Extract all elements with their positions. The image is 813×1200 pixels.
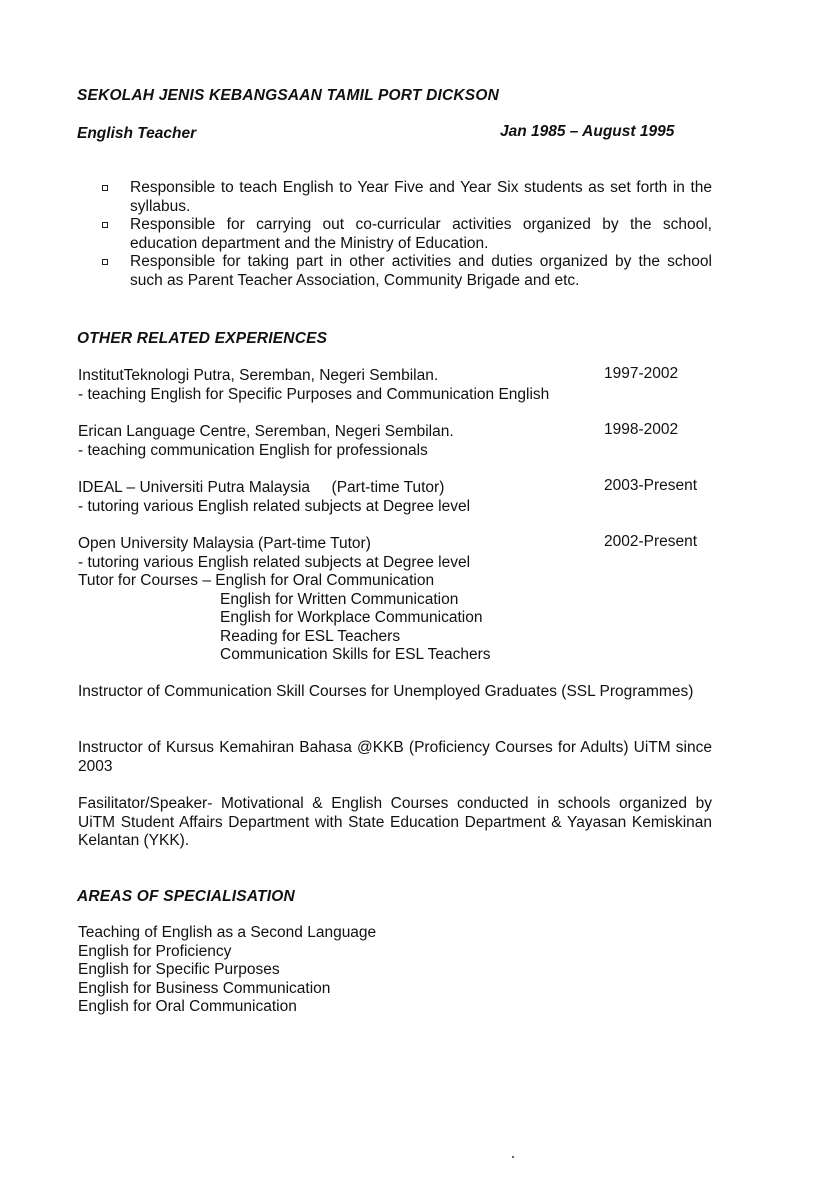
duties-list [100,179,712,290]
experience-org: Open University Malaysia (Part-time Tutor) [78,535,371,552]
experience-entry [78,535,712,665]
experience-paragraph: Instructor of Communication Skill Courses for Unemployed Graduates (SSL Programmes) [78,683,694,700]
job-title: English Teacher [77,125,197,142]
experience-paragraph: Instructor of Kursus Kemahiran Bahasa @KKB (Proficiency Courses for Adults) UiTM since 2003 [78,739,712,775]
experience-entry [78,479,712,516]
experience-entry [78,423,712,460]
experience-detail: - teaching English for Specific Purposes and Communication English [78,385,550,403]
duty-item: Responsible to teach English to Year Five and Year Six students as set forth in the syllabus. [100,179,712,216]
experience-detail: - tutoring various English related subjects at Degree level [78,553,471,571]
course-item: English for Workplace Communication [220,609,483,626]
course-item: Reading for ESL Teachers [220,627,401,645]
specialisation-item: English for Specific Purposes [78,961,280,978]
other-experiences-heading: OTHER RELATED EXPERIENCES [77,330,328,347]
checkbox-bullet-icon [102,259,108,265]
specialisation-list [78,924,376,1017]
checkbox-bullet-icon [102,222,108,228]
experience-years: 2003-Present [604,477,698,494]
experience-org: IDEAL – Universiti Putra Malaysia (Part-time Tutor) [78,479,445,496]
duty-item: Responsible for taking part in other activities and duties organized by the school such as Parent Teacher Association, Community Brigade and etc. [100,253,712,290]
specialisation-item: English for Business Communication [78,979,331,997]
school-heading: SEKOLAH JENIS KEBANGSAAN TAMIL PORT DICKSON [77,87,499,104]
experience-org: Erican Language Centre, Seremban, Negeri Sembilan. [78,423,454,440]
scan-speck [512,1156,514,1158]
experience-years: 1997-2002 [604,365,679,382]
course-item: Communication Skills for ESL Teachers [220,646,491,663]
job-dates: Jan 1985 – August 1995 [500,123,675,140]
courses-intro: Tutor for Courses – English for Oral Communication [78,572,435,589]
experience-years: 2002-Present [604,533,698,550]
specialisation-heading: AREAS OF SPECIALISATION [77,888,295,905]
experience-detail: - tutoring various English related subjects at Degree level [78,497,471,515]
experience-detail: - teaching communication English for professionals [78,441,428,459]
specialisation-item: Teaching of English as a Second Language [78,924,377,941]
course-item: English for Written Communication [220,590,459,608]
experience-years: 1998-2002 [604,421,679,438]
experience-paragraph: Fasilitator/Speaker- Motivational & English Courses conducted in schools organized by UiTM Student Affairs Department with State Education Department & Yayasan Kemiskinan Kelantan (YKK). [78,795,712,849]
experience-org: InstitutTeknologi Putra, Seremban, Negeri Sembilan. [78,367,439,384]
duty-item: Responsible for carrying out co-curricular activities organized by the school, education department and the Ministry of Education. [100,216,712,253]
checkbox-bullet-icon [102,185,108,191]
specialisation-item: English for Proficiency [78,942,232,960]
experience-entry [78,367,712,404]
specialisation-item: English for Oral Communication [78,998,297,1015]
